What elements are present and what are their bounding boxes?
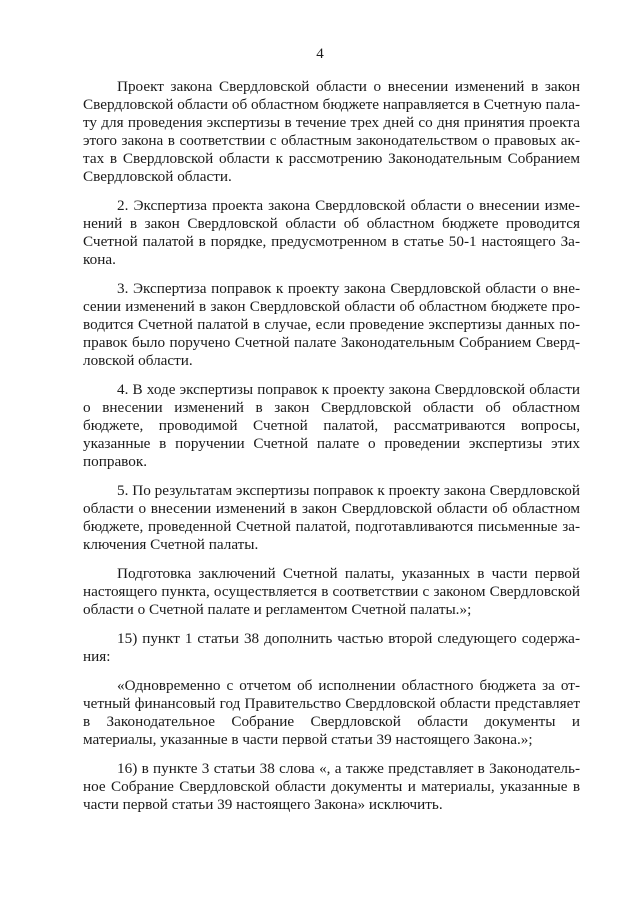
- page-number: 4: [316, 46, 324, 62]
- document-body: [83, 78, 580, 825]
- paragraph-conclusions: Подготовка заключений Счетной палаты, указанных в части первой настоящего пункта, осуществляется в соответствии с законом Свердловской области о Счетной палате и регламентом Счетной палаты.»;: [83, 565, 580, 618]
- paragraph-amendment-16: 16) в пункте 3 статьи 38 слова «, а также представляет в Законодательное Собрание Свердловской области документы и материалы, указанные в части первой статьи 39 настоящего Закона» исключить.: [83, 760, 580, 813]
- paragraph-item-4: 4. В ходе экспертизы поправок к проекту закона Свердловской области о внесении изменений в закон Свердловской области об областном бюджете, проводимой Счетной палатой, рассматриваются вопросы, указанные в поручении Счетной палате о проведении экспертизы этих поправок.: [83, 381, 580, 470]
- paragraph-item-5: 5. По результатам экспертизы поправок к проекту закона Свердловской области о внесении изменений в закон Свердловской области об областном бюджете, проведенной Счетной палатой, подготавливаются письменные заключения Счетной палаты.: [83, 482, 580, 553]
- paragraph-intro: Проект закона Свердловской области о внесении изменений в закон Свердловской области об областном бюджете направляется в Счетную палату для проведения экспертизы в течение трех дней со дня принятия проекта этого закона в соответствии с областным законодательством о правовых актах в Свердловской области к рассмотрению Законодательным Собранием Свердловской области.: [83, 78, 580, 185]
- paragraph-item-3: 3. Экспертиза поправок к проекту закона Свердловской области о внесении изменений в закон Свердловской области об областном бюджете проводится Счетной палатой в случае, если проведение экспертизы данных поправок было поручено Счетной палате Законодательным Собранием Свердловской области.: [83, 280, 580, 369]
- paragraph-item-2: 2. Экспертиза проекта закона Свердловской области о внесении изменений в закон Свердловской области об областном бюджете проводится Счетной палатой в порядке, предусмотренном в статье 50-1 настоящего Закона.: [83, 197, 580, 268]
- paragraph-amendment-15: 15) пункт 1 статьи 38 дополнить частью второй следующего содержания:: [83, 630, 580, 665]
- paragraph-quoted-text: «Одновременно с отчетом об исполнении областного бюджета за отчетный финансовый год Правительство Свердловской области представляет в Законодательное Собрание Свердловской области документы и материалы, указанные в части первой статьи 39 настоящего Закона.»;: [83, 677, 580, 748]
